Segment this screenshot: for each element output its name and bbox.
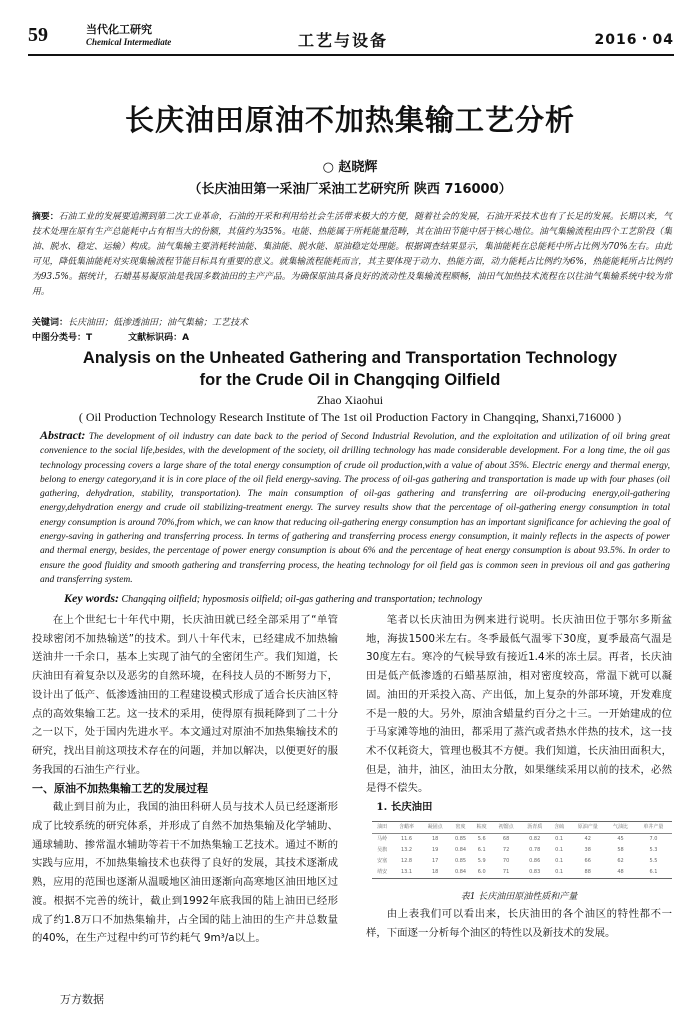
body-paragraph: 由上表我们可以看出来，长庆油田的各个油区的特性都不一样，下面逐一分析每个油区的特性以及新技术的发展。 bbox=[366, 908, 672, 939]
table-header-cell: 气油比 bbox=[613, 824, 629, 831]
table-cell: 68 bbox=[502, 836, 510, 843]
table-cell: 0.82 bbox=[529, 836, 541, 843]
table-cell: 88 bbox=[584, 869, 591, 876]
table-cell: 7.0 bbox=[649, 836, 658, 843]
table-cell: 吴旗 bbox=[377, 847, 388, 854]
journal-name-en: Chemical Intermediate bbox=[86, 37, 172, 47]
document-code: 文献标识码：A bbox=[128, 333, 190, 343]
table-cell: 42 bbox=[584, 836, 591, 843]
abstract-cn-label: 摘要： bbox=[32, 212, 59, 222]
body-paragraph: 在上个世纪七十年代中期，长庆油田就已经全部采用了“单管投球密闭不加热输送”的技术。到八十年代末，已经建成不加热输送油井一千余口，基本上实现了油气的全密闭生产。我们知道，长庆油田有着复杂以及恶劣的自然环境，在科技人员的不断努力下，设计出了低产、低渗透油田的工程建设模式形成了适合长庆油区特点的高效集输工艺。这一技术的采用，使得原有损耗降到了二十分之一以下，处于国内先进水平。本文通过对原油不加热集输技术的研究，找出目前这项技术存在的问题，并加以解决，以便更好的服务我国的石油生产行业。 bbox=[32, 614, 338, 776]
author-en: Zhao Xiaohui bbox=[316, 393, 384, 407]
table-cell: 5.6 bbox=[477, 836, 486, 843]
table-header-cell: 原油产量 bbox=[577, 824, 598, 831]
table-header-row bbox=[372, 822, 672, 834]
table-row bbox=[372, 856, 672, 867]
body-paragraph: 截止到目前为止，我国的油田科研人员与技术人员已经逐渐形成了比较系统的研究体系，并形成了自然不加热集输及化学辅助、通球辅助、掺常温水辅助等若干不加热集输工艺技术。通过不断的实践与应用，不加热集输技术也获得了良好的发展，其技术逐渐成熟，应用的范围也逐渐从温暖地区油田逐渐向高寒地区油田地区过渡。根据不完善的统计，截止到1992年底我国的陆上油田已经形成了约1.8万口不加热集输井，占全国的陆上油田的生产井总数量的40%，在生产过程中约可节约耗气 9m³/a以上。 bbox=[32, 801, 338, 945]
table-cell: 0.84 bbox=[454, 847, 467, 854]
table-caption: 表1 长庆油田原油性质和产量 bbox=[460, 892, 578, 903]
table-cell: 38 bbox=[584, 847, 591, 854]
table-row bbox=[372, 845, 672, 856]
table-row bbox=[372, 834, 672, 846]
affiliation-cn: （长庆油田第一采油厂采油工艺研究所 陕西 716000） bbox=[188, 182, 512, 197]
table-cell: 马岭 bbox=[377, 836, 388, 843]
table-cell: 17 bbox=[431, 858, 439, 865]
keywords-cn-text: 长庆油田；低渗透油田；油气集输；工艺技术 bbox=[68, 318, 249, 328]
page-header bbox=[28, 22, 674, 56]
table-header-cell: 初馏点 bbox=[498, 824, 514, 831]
table-cell: 6.0 bbox=[477, 869, 486, 876]
keywords-cn-label: 关键词： bbox=[32, 318, 69, 328]
table-header-cell: 凝固点 bbox=[427, 824, 443, 831]
table-cell: 71 bbox=[502, 869, 510, 876]
table-cell: 0.86 bbox=[529, 858, 541, 865]
table-header-cell: 粘度 bbox=[476, 824, 487, 831]
table-cell: 0.85 bbox=[454, 858, 467, 865]
article-title-en bbox=[0, 347, 700, 391]
table-cell: 18 bbox=[431, 836, 439, 843]
table-cell: 0.1 bbox=[555, 847, 564, 854]
table-header-cell: 含蜡率 bbox=[399, 824, 415, 831]
table-cell: 72 bbox=[502, 847, 510, 854]
table-cell: 5.5 bbox=[649, 858, 658, 865]
table-cell: 6.1 bbox=[649, 869, 658, 876]
table-cell: 靖安 bbox=[377, 869, 388, 876]
table-cell: 6.1 bbox=[477, 847, 486, 854]
journal-name-cn: 当代化工研究 bbox=[86, 23, 152, 36]
keywords-cn bbox=[32, 316, 672, 330]
table-cell: 0.84 bbox=[454, 869, 467, 876]
article-title-en-line1: Analysis on the Unheated Gathering and Transportation Technology bbox=[82, 349, 618, 367]
body-paragraph: 笔者以长庆油田为例来进行说明。长庆油田位于鄂尔多斯盆地，海拔1500米左右。冬季最低气温零下30度，夏季最高气温是30度左右。寒冷的气候导致有接近1.4米的冻土层。再者，长庆油田是低产低渗透的石蜡基原油，相对密度较高，常温下就可以凝固。油田的开采投入高、产出低，加上复杂的外部环境，开发难度不是一般的大。另外，原油含蜡量约百分之十三。一开始建成的位于马家滩等地的油田，都采用了蒸汽或者热水伴热的技术，这一技术不仅耗资大，管理也极其不方便。我们知道，长庆油田面积大，但是，油井，油区，油田太分散，如果继续采用以前的技术，必然是得不偿失。 bbox=[366, 614, 672, 795]
article-title-cn: 长庆油田原油不加热集输工艺分析 bbox=[124, 103, 575, 137]
oil-properties-table bbox=[372, 821, 672, 879]
subsection-heading: 1. 长庆油田 bbox=[376, 801, 433, 814]
table-cell: 66 bbox=[584, 858, 591, 865]
author-cn: ○ 赵晓辉 bbox=[322, 160, 378, 175]
section-name: 工艺与设备 bbox=[298, 31, 389, 50]
table-cell: 0.85 bbox=[454, 836, 467, 843]
table-cell: 安塞 bbox=[377, 858, 388, 865]
table-header-cell: 油田 bbox=[377, 824, 388, 831]
table-cell: 11.6 bbox=[400, 836, 413, 843]
article-title-en-line2: for the Crude Oil in Changqing Oilfield bbox=[199, 371, 501, 389]
journal-name bbox=[86, 24, 171, 48]
footer-source: 万方数据 bbox=[60, 993, 104, 1006]
table-cell: 13.2 bbox=[400, 847, 413, 854]
section-heading: 一、原油不加热集输工艺的发展过程 bbox=[32, 782, 208, 796]
table-cell: 5.9 bbox=[477, 858, 486, 865]
table-cell: 0.83 bbox=[529, 869, 541, 876]
table-cell: 0.1 bbox=[555, 836, 564, 843]
table-header-cell: 沥青质 bbox=[527, 824, 543, 831]
table-cell: 5.3 bbox=[649, 847, 658, 854]
table-cell: 0.78 bbox=[529, 847, 541, 854]
table-cell: 19 bbox=[431, 847, 439, 854]
clc-number: 中图分类号：T bbox=[32, 333, 93, 343]
keywords-en bbox=[64, 591, 670, 606]
abstract-cn-text: 石油工业的发展要追溯到第二次工业革命，石油的开采和利用给社会生活带来极大的方便，随着社会的发展，石油开采技术也有了长足的发展。长期以来，气技术处理在原有生产总能耗中占有相当大的份额，其值约为35%。电能、热能属于所耗能量范畴，其在油田节能中居于核心地位。油气集输流程由四个工艺阶段（集油、脱水、稳定、运输）构成。油气集输主要消耗转油能、集油能、脱水能、原油稳定处理能。根据调查结果显示，集油能耗在总能耗中所占比例为70%左右。由此可见，降低集油能耗对实现集输流程节能目标具有重要的意义。就集输流程能耗而言，其主要体现于动力、热能方面，动力能耗占比例约为6%，热能能耗所占比例约为93.5%。据统计，石蜡基易凝原油是我国多数油田的主产产品。为确保原油具备良好的流动性及集输流程顺畅，油田气加热技术流程在以往油气集输系统中较为常用。 bbox=[32, 212, 672, 297]
keywords-en-text: Changqing oilfield; hyposmosis oilfield; oil-gas gathering and transportation; technology bbox=[121, 594, 483, 605]
table-cell: 58 bbox=[617, 847, 624, 854]
table-cell: 48 bbox=[617, 869, 624, 876]
keywords-en-label: Key words: bbox=[64, 591, 119, 605]
classification-cn bbox=[32, 331, 672, 345]
table-cell: 62 bbox=[617, 858, 624, 865]
abstract-en-label: Abstract: bbox=[40, 428, 86, 442]
page-number: 59 bbox=[28, 24, 48, 46]
affiliation-en: ( Oil Production Technology Research Institute of The 1st oil Production Factory in Changqing, Shanxi,716000 ) bbox=[78, 410, 622, 424]
abstract-cn bbox=[32, 210, 672, 300]
table-header-cell: 密度 bbox=[455, 824, 466, 831]
table-header-cell: 单井产量 bbox=[643, 824, 664, 831]
table-cell: 45 bbox=[617, 836, 624, 843]
body-column-right bbox=[366, 611, 672, 942]
abstract-en bbox=[40, 428, 670, 587]
table-row bbox=[372, 867, 672, 879]
body-column-left bbox=[32, 611, 338, 948]
table-cell: 12.8 bbox=[400, 858, 413, 865]
table-cell: 18 bbox=[431, 869, 439, 876]
table-cell: 13.1 bbox=[400, 869, 413, 876]
table-cell: 0.1 bbox=[555, 858, 564, 865]
table-cell: 0.1 bbox=[555, 869, 564, 876]
abstract-en-text: The development of oil industry can date back to the period of Second Industrial Revolution, and the exploitation and utilization of oil bring great convenience to the social life,besides, with the development of the society, oil drilling technology has made considerable development. For a long time, the oil gas technology processing covers a large share of the total energy consumption of crude oil production,with a value of about 35%. Electric energy and thermal energy, belong to energy category,and it is in core place of the oil field energy-saving. The process of oil-gas gathering and transportation is made up with four phases (oil gathering, dehydration, stability, transportation). The main consumption of oil-gas gathering and transferring are oil-producing energy,oil-gathering energy,dehydration energy and crude oil stabilizing-treatment energy. The survey results show that the percentage of oil-gathering energy consumption in total energy consumption is around 70%,from which, we can know that reducing oil-gathering energy consumption has an important significance for achieving the goal of energy-saving in gathering and transferring process. In terms of gathering and transferring process energy consumption, it mainly reflects in the aspects of power and thermal energy, besides, the percentage of power energy consumption is about 6% and the percentage of heat energy consumption is about 93.5%. In order to ensure the good fluidity and smooth gathering and transferring process, the heating technology for oil field gas is common seen in previous oil and gas gathering and transferring system. bbox=[40, 432, 671, 585]
table-header-cell: 含硫 bbox=[554, 824, 565, 831]
issue-number: 2016・04 bbox=[594, 32, 674, 48]
table-cell: 70 bbox=[502, 858, 510, 865]
